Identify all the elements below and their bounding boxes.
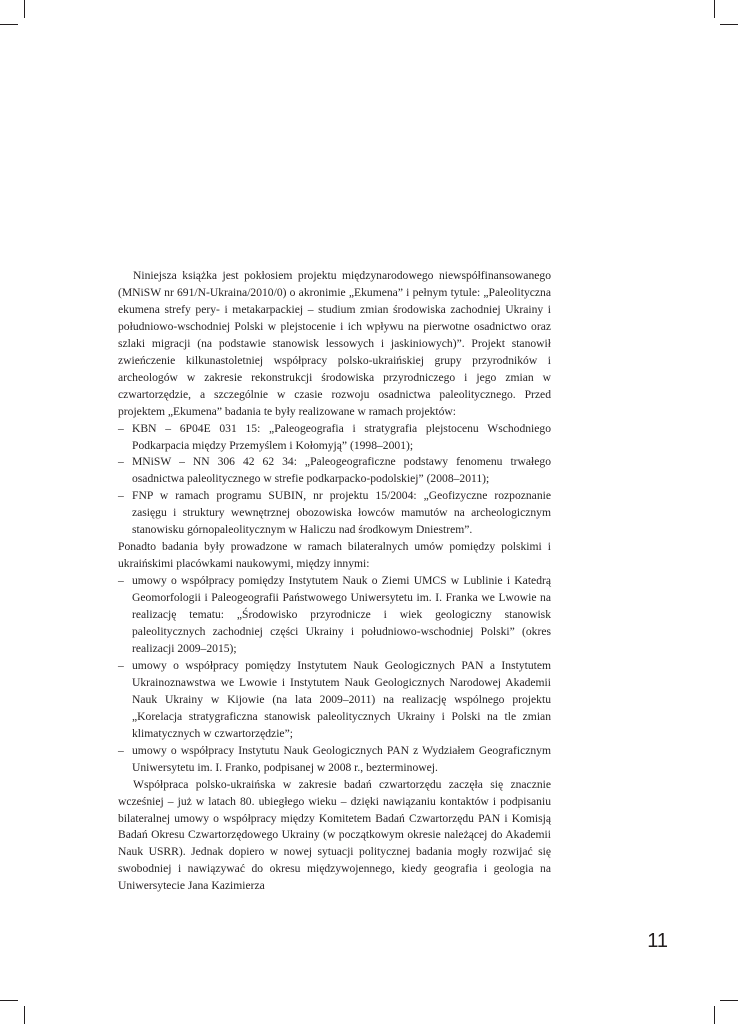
list-item-text: MNiSW – NN 306 42 62 34: „Paleogeograficzne podstawy fenomenu trwałego osadnictwa paleolitycznego w strefie podkarpacko-podolskiej” (2008–2011); [132,455,551,486]
list-item-text: KBN – 6P04E 031 15: „Paleogeografia i stratygrafia plejstocenu Wschodniego Podkarpacia między Przemyślem i Kołomyją” (1998–2001); [132,421,551,452]
list-item [118,658,551,743]
dash-bullet: – [118,743,124,757]
crop-mark-top-right-h [720,24,738,25]
list-item-text: FNP w ramach programu SUBIN, nr projektu 15/2004: „Geofizyczne rozpoznanie zasięgu i struktury wewnętrznej obozowiska łowców mamutów na archeologicznym stanowisku górnopaleolitycznym w Haliczu nad środkowym Dniestrem”. [132,489,551,537]
closing-paragraph: Współpraca polsko-ukraińska w zakresie badań czwartorzędu zaczęła się znacznie wcześniej – już w latach 80. ubiegłego wieku – dzięki nawiązaniu kontaktów i podpisaniu bilateralnej umowy o współpracy między Komitetem Badań Czwartorzędu PAN i Komisją Badań Okresu Czwartorzędowego Ukrainy (w początkowym okresie należącej do Akademii Nauk USRR). Jednak dopiero w nowej sytuacji politycznej badania mogły rozwijać się swobodniej i nawiązywać do okresu międzywojennego, kiedy geografia i geologia na Uniwersytecie Jana Kazimierza [118,777,551,893]
crop-mark-bottom-right-h [720,1000,738,1001]
list-item [118,743,551,777]
list-item [118,488,551,539]
dash-bullet: – [118,489,124,503]
crop-mark-bottom-left-h [0,1000,18,1001]
crop-mark-bottom-left [24,1006,25,1024]
list-item [118,421,551,455]
crop-mark-bottom-right [714,1006,715,1024]
dash-bullet: – [118,574,124,588]
dash-bullet: – [118,455,124,469]
dash-bullet: – [118,421,124,435]
project-list [118,421,551,540]
list-item [118,573,551,658]
list-item-text: umowy o współpracy Instytutu Nauk Geologicznych PAN z Wydziałem Geograficznym Uniwersytetu im. I. Franko, podpisanej w 2008 r., bezterminowej. [132,743,551,774]
list-item [118,454,551,488]
list-item-text: umowy o współpracy pomiędzy Instytutem Nauk o Ziemi UMCS w Lublinie i Katedrą Geomorfologii i Paleogeografii Państwowego Uniwersytetu im. I. Franka we Lwowie na realizację tematu: „Środowisko przyrodnicze i wiek geologiczny stanowisk paleolitycznych zachodniej części Ukrainy i południowo-wschodniej Polski” (okres realizacji 2009–2015); [132,574,551,655]
intro-paragraph: Niniejsza książka jest pokłosiem projektu międzynarodowego niewspółfinansowanego (MNiSW nr 691/N-Ukraina/2010/0) o akronimie „Ekumena” i pełnym tytule: „Paleolityczna ekumena strefy pery- i metakarpackiej – studium zmian środowiska zachodniej Ukrainy i południowo-wschodniej Polski w plejstocenie i ich wpływu na pierwotne osadnictwo oraz szlaki migracji (na podstawie stanowisk lessowych i jaskiniowych)”. Projekt stanowił zwieńczenie kilkunastoletniej współpracy polsko-ukraińskiej grupy przyrodników i archeologów w zakresie rekonstrukcji środowiska przyrodniczego i jego zmian w czwartorzędzie, a szczególnie w czasie rozwoju osadnictwa paleolitycznego. Przed projektem „Ekumena” badania te były realizowane w ramach projektów: [118,269,551,418]
body-text [118,268,551,895]
agreement-list [118,573,551,776]
list-item-text: umowy o współpracy pomiędzy Instytutem Nauk Geologicznych PAN a Instytutem Ukrainoznawstwa we Lwowie i Instytutem Nauk Geologicznych Narodowej Akademii Nauk Ukrainy w Kijowie (na lata 2009–2011) na realizację wspólnego projektu „Korelacja stratygraficzna stanowisk paleolitycznych Ukrainy i Polski na tle zmian klimatycznych w czwartorzędzie”; [132,658,551,740]
page-number: 11 [647,930,668,952]
crop-mark-top-right [714,0,715,18]
bilateral-intro-paragraph: Ponadto badania były prowadzone w ramach bilateralnych umów pomiędzy polskimi i ukraińskimi placówkami naukowymi, między innymi: [118,540,551,571]
crop-mark-top-left [24,0,25,18]
crop-mark-top-left-h [0,24,18,25]
dash-bullet: – [118,658,124,672]
